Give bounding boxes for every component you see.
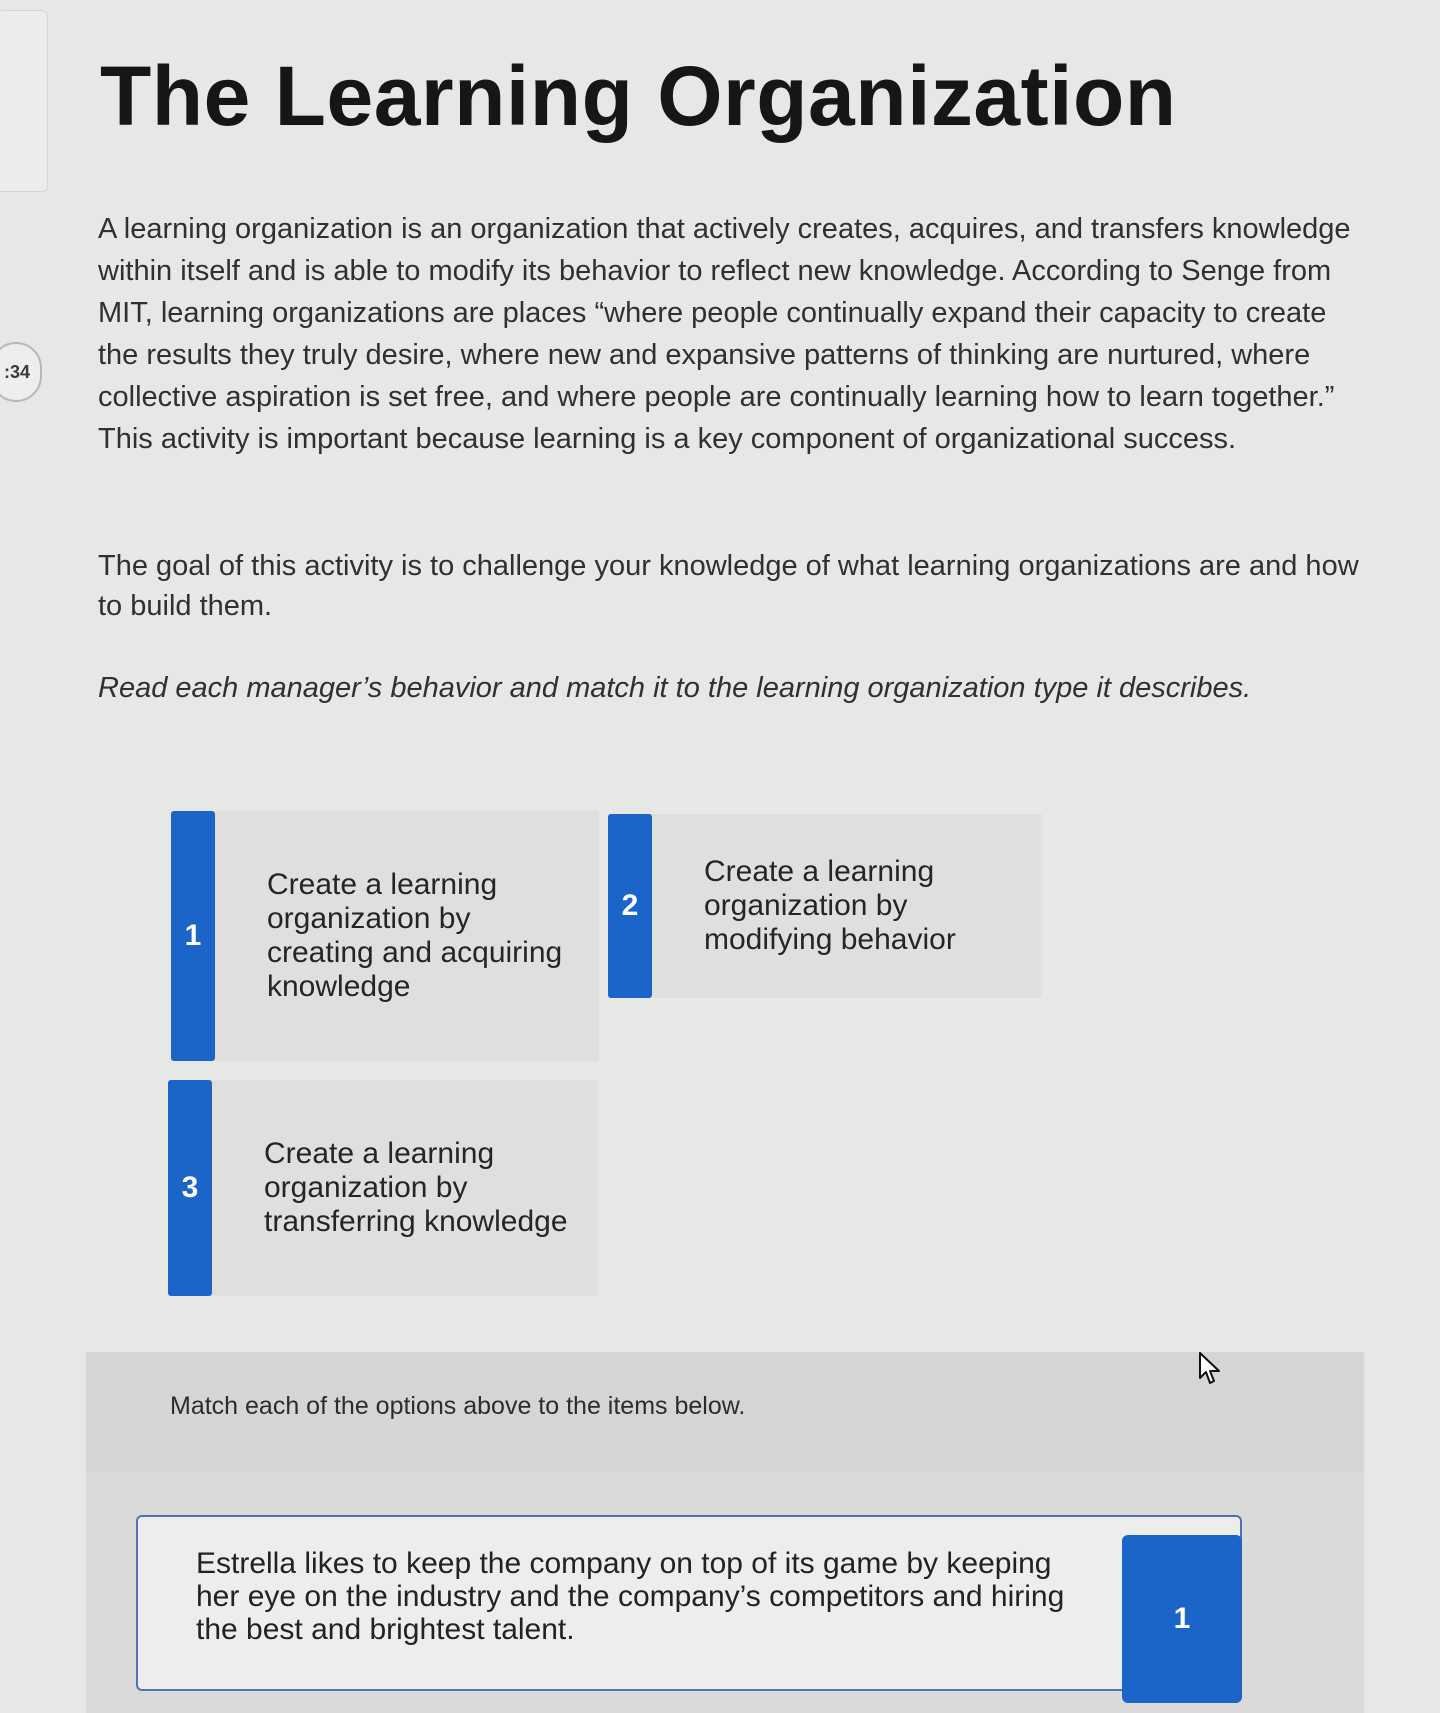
option-label-3: Create a learning organization by transferring knowledge xyxy=(264,1137,568,1238)
match-answer-slot-1[interactable] xyxy=(1122,1535,1242,1703)
matching-area xyxy=(86,1352,1364,1713)
option-label-2: Create a learning organization by modifying behavior xyxy=(704,855,956,956)
option-card-2[interactable] xyxy=(608,814,1042,998)
timer-badge[interactable] xyxy=(0,342,42,402)
timer-text: :34 xyxy=(3,361,30,382)
match-item-text-1: Estrella likes to keep the company on top of its game by keeping her eye on the industry and the company’s competitors and hiring the best and brightest talent. xyxy=(196,1547,1065,1646)
left-side-panel xyxy=(0,10,48,192)
instruction-text: Read each manager’s behavior and match it to the learning organization type it describes. xyxy=(98,672,1252,704)
page-title: The Learning Organization xyxy=(100,49,1177,143)
match-answer-number-1: 1 xyxy=(1173,1602,1191,1635)
option-card-3[interactable] xyxy=(168,1080,598,1296)
matching-prompt: Match each of the options above to the items below. xyxy=(170,1392,746,1420)
option-number-3: 3 xyxy=(168,1080,212,1296)
match-item-1 xyxy=(136,1515,1242,1691)
option-number-2: 2 xyxy=(608,814,652,998)
intro-paragraph: A learning organization is an organization that actively creates, acquires, and transfers knowledge within itself and is able to modify its behavior to reflect new knowledge. According to Senge from MIT, learning organizations are places “where people continually expand their capacity to create the results they truly desire, where new and expansive patterns of thinking are nurtured, where collective aspiration is set free, and where people are continually learning how to learn together.” This activity is important because learning is a key component of organizational success. xyxy=(98,213,1351,455)
mouse-pointer-icon xyxy=(1198,1352,1222,1386)
option-label-1: Create a learning organization by creating and acquiring knowledge xyxy=(267,868,563,1003)
option-card-1[interactable] xyxy=(171,811,599,1061)
option-number-1: 1 xyxy=(171,811,215,1061)
goal-paragraph: The goal of this activity is to challenge your knowledge of what learning organizations are and how to build them. xyxy=(98,550,1359,622)
